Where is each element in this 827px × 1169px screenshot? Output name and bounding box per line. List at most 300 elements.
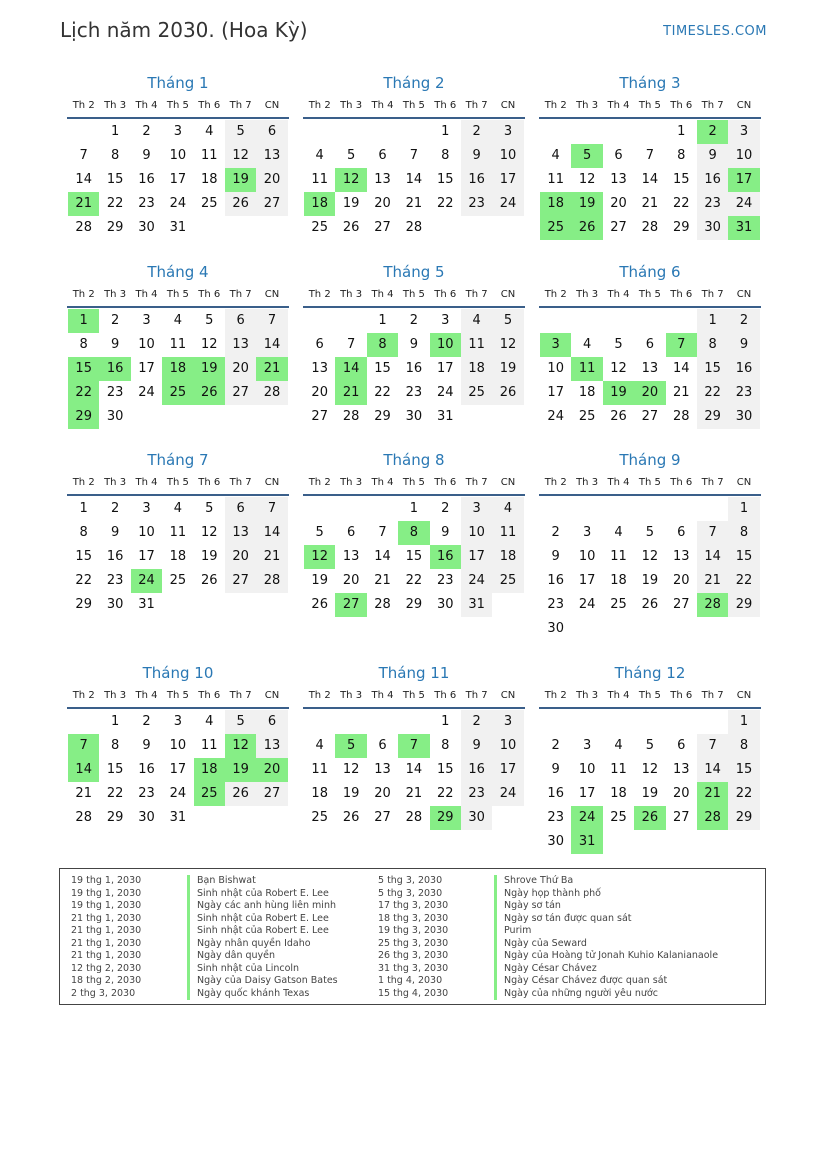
day-cell[interactable]: 26 — [311, 597, 328, 612]
day-cell[interactable]: 3 — [461, 497, 492, 521]
day-cell[interactable]: 13 — [610, 172, 627, 187]
day-cell[interactable]: 12 — [641, 549, 659, 564]
holiday-day-cell[interactable]: 19 — [603, 381, 634, 405]
day-cell[interactable]: 1 — [441, 124, 450, 139]
day-cell[interactable]: 24 — [728, 192, 759, 216]
day-cell[interactable]: 17 — [169, 172, 187, 187]
day-cell[interactable]: 10 — [492, 734, 523, 758]
day-cell[interactable]: 4 — [551, 148, 560, 163]
day-cell[interactable]: 20 — [374, 786, 391, 801]
day-cell[interactable]: 11 — [610, 762, 627, 777]
day-cell[interactable]: 9 — [409, 337, 418, 352]
day-cell[interactable]: 21 — [405, 196, 423, 211]
holiday-day-cell[interactable]: 12 — [335, 168, 366, 192]
day-cell[interactable]: 22 — [374, 385, 391, 400]
day-cell[interactable]: 29 — [106, 220, 124, 235]
holiday-day-cell[interactable]: 2 — [697, 120, 728, 144]
day-cell[interactable]: 27 — [374, 810, 391, 825]
day-cell[interactable]: 18 — [492, 545, 523, 569]
day-cell[interactable]: 11 — [492, 521, 523, 545]
day-cell[interactable]: 14 — [697, 758, 728, 782]
day-cell[interactable]: 9 — [551, 549, 560, 564]
day-cell[interactable]: 2 — [110, 501, 120, 516]
day-cell[interactable]: 12 — [200, 337, 218, 352]
day-cell[interactable]: 22 — [697, 381, 728, 405]
day-cell[interactable]: 24 — [169, 786, 187, 801]
day-cell[interactable]: 3 — [173, 714, 182, 729]
day-cell[interactable]: 17 — [547, 385, 564, 400]
holiday-day-cell[interactable]: 1 — [68, 309, 99, 333]
day-cell[interactable]: 30 — [106, 409, 124, 424]
day-cell[interactable]: 15 — [728, 758, 759, 782]
day-cell[interactable]: 27 — [672, 810, 690, 825]
day-cell[interactable]: 29 — [728, 593, 759, 617]
holiday-day-cell[interactable]: 16 — [430, 545, 461, 569]
day-cell[interactable]: 19 — [200, 549, 218, 564]
day-cell[interactable]: 30 — [547, 834, 564, 849]
holiday-day-cell[interactable]: 21 — [697, 782, 728, 806]
day-cell[interactable]: 14 — [405, 762, 423, 777]
holiday-day-cell[interactable]: 10 — [430, 333, 461, 357]
day-cell[interactable]: 19 — [342, 196, 360, 211]
day-cell[interactable]: 1 — [728, 497, 759, 521]
day-cell[interactable]: 16 — [461, 168, 492, 192]
day-cell[interactable]: 21 — [697, 569, 728, 593]
day-cell[interactable]: 5 — [346, 148, 356, 163]
day-cell[interactable]: 27 — [256, 192, 287, 216]
day-cell[interactable]: 14 — [75, 172, 92, 187]
day-cell[interactable]: 25 — [578, 409, 596, 424]
holiday-day-cell[interactable]: 26 — [634, 806, 665, 830]
day-cell[interactable]: 13 — [672, 762, 690, 777]
day-cell[interactable]: 8 — [441, 148, 450, 163]
day-cell[interactable]: 12 — [225, 144, 256, 168]
day-cell[interactable]: 2 — [461, 710, 492, 734]
day-cell[interactable]: 31 — [436, 409, 454, 424]
day-cell[interactable]: 25 — [461, 381, 492, 405]
day-cell[interactable]: 24 — [436, 385, 454, 400]
day-cell[interactable]: 4 — [173, 313, 182, 328]
day-cell[interactable]: 10 — [169, 148, 187, 163]
day-cell[interactable]: 4 — [205, 714, 214, 729]
day-cell[interactable]: 8 — [441, 738, 450, 753]
day-cell[interactable]: 11 — [200, 148, 218, 163]
day-cell[interactable]: 9 — [110, 337, 120, 352]
holiday-day-cell[interactable]: 22 — [68, 381, 99, 405]
day-cell[interactable]: 10 — [138, 337, 155, 352]
day-cell[interactable]: 5 — [614, 337, 623, 352]
holiday-day-cell[interactable]: 25 — [162, 381, 193, 405]
day-cell[interactable]: 1 — [677, 124, 686, 139]
day-cell[interactable]: 11 — [169, 337, 187, 352]
day-cell[interactable]: 26 — [610, 409, 627, 424]
day-cell[interactable]: 19 — [641, 786, 659, 801]
day-cell[interactable]: 2 — [142, 714, 151, 729]
day-cell[interactable]: 4 — [614, 525, 623, 540]
day-cell[interactable]: 2 — [110, 313, 120, 328]
day-cell[interactable]: 25 — [169, 573, 187, 588]
day-cell[interactable]: 25 — [200, 196, 218, 211]
day-cell[interactable]: 13 — [256, 144, 287, 168]
day-cell[interactable]: 17 — [138, 549, 155, 564]
day-cell[interactable]: 29 — [75, 597, 92, 612]
day-cell[interactable]: 30 — [728, 405, 759, 429]
day-cell[interactable]: 11 — [311, 172, 328, 187]
day-cell[interactable]: 21 — [641, 196, 659, 211]
day-cell[interactable]: 25 — [610, 810, 627, 825]
day-cell[interactable]: 20 — [672, 786, 690, 801]
day-cell[interactable]: 23 — [138, 196, 155, 211]
holiday-day-cell[interactable]: 18 — [540, 192, 571, 216]
day-cell[interactable]: 5 — [645, 738, 654, 753]
day-cell[interactable]: 3 — [492, 120, 523, 144]
day-cell[interactable]: 25 — [311, 220, 328, 235]
day-cell[interactable]: 16 — [106, 549, 124, 564]
day-cell[interactable]: 5 — [225, 710, 256, 734]
day-cell[interactable]: 11 — [200, 738, 218, 753]
day-cell[interactable]: 21 — [374, 573, 391, 588]
day-cell[interactable]: 22 — [728, 782, 759, 806]
day-cell[interactable]: 2 — [551, 525, 560, 540]
site-link[interactable]: TIMESLES.COM — [663, 24, 767, 39]
day-cell[interactable]: 7 — [378, 525, 387, 540]
day-cell[interactable]: 15 — [728, 545, 759, 569]
day-cell[interactable]: 13 — [342, 549, 360, 564]
day-cell[interactable]: 22 — [75, 573, 92, 588]
holiday-day-cell[interactable]: 26 — [571, 216, 602, 240]
day-cell[interactable]: 23 — [461, 192, 492, 216]
day-cell[interactable]: 30 — [138, 220, 155, 235]
day-cell[interactable]: 23 — [547, 810, 564, 825]
day-cell[interactable]: 12 — [492, 333, 523, 357]
holiday-day-cell[interactable]: 19 — [225, 758, 256, 782]
day-cell[interactable]: 12 — [578, 172, 596, 187]
holiday-day-cell[interactable]: 12 — [304, 545, 335, 569]
holiday-day-cell[interactable]: 14 — [335, 357, 366, 381]
day-cell[interactable]: 27 — [311, 409, 328, 424]
day-cell[interactable]: 28 — [374, 597, 391, 612]
day-cell[interactable]: 16 — [728, 357, 759, 381]
day-cell[interactable]: 24 — [547, 409, 564, 424]
day-cell[interactable]: 17 — [436, 361, 454, 376]
day-cell[interactable]: 10 — [578, 549, 596, 564]
day-cell[interactable]: 28 — [75, 810, 92, 825]
day-cell[interactable]: 9 — [142, 148, 151, 163]
holiday-day-cell[interactable]: 31 — [728, 216, 759, 240]
day-cell[interactable]: 10 — [547, 361, 564, 376]
day-cell[interactable]: 12 — [342, 762, 360, 777]
day-cell[interactable]: 14 — [697, 545, 728, 569]
day-cell[interactable]: 4 — [315, 148, 324, 163]
day-cell[interactable]: 28 — [256, 569, 287, 593]
day-cell[interactable]: 14 — [374, 549, 391, 564]
day-cell[interactable]: 23 — [106, 573, 124, 588]
day-cell[interactable]: 6 — [256, 120, 287, 144]
day-cell[interactable]: 30 — [547, 621, 564, 636]
holiday-day-cell[interactable]: 24 — [131, 569, 162, 593]
day-cell[interactable]: 4 — [461, 309, 492, 333]
day-cell[interactable]: 26 — [342, 220, 360, 235]
holiday-day-cell[interactable]: 7 — [666, 333, 697, 357]
day-cell[interactable]: 7 — [346, 337, 356, 352]
day-cell[interactable]: 9 — [728, 333, 759, 357]
day-cell[interactable]: 18 — [169, 549, 187, 564]
day-cell[interactable]: 13 — [672, 549, 690, 564]
day-cell[interactable]: 1 — [441, 714, 450, 729]
day-cell[interactable]: 8 — [79, 337, 88, 352]
day-cell[interactable]: 6 — [315, 337, 324, 352]
day-cell[interactable]: 29 — [728, 806, 759, 830]
day-cell[interactable]: 26 — [342, 810, 360, 825]
day-cell[interactable]: 5 — [645, 525, 654, 540]
day-cell[interactable]: 27 — [374, 220, 391, 235]
day-cell[interactable]: 5 — [315, 525, 324, 540]
day-cell[interactable]: 30 — [697, 216, 728, 240]
holiday-day-cell[interactable]: 25 — [540, 216, 571, 240]
day-cell[interactable]: 7 — [409, 148, 418, 163]
holiday-day-cell[interactable]: 20 — [256, 758, 287, 782]
day-cell[interactable]: 24 — [138, 385, 155, 400]
day-cell[interactable]: 15 — [436, 172, 454, 187]
day-cell[interactable]: 4 — [492, 497, 523, 521]
day-cell[interactable]: 14 — [672, 361, 690, 376]
day-cell[interactable]: 6 — [256, 710, 287, 734]
day-cell[interactable]: 28 — [641, 220, 659, 235]
day-cell[interactable]: 6 — [378, 738, 387, 753]
holiday-day-cell[interactable]: 19 — [571, 192, 602, 216]
day-cell[interactable]: 10 — [461, 521, 492, 545]
day-cell[interactable]: 13 — [311, 361, 328, 376]
day-cell[interactable]: 16 — [138, 172, 155, 187]
holiday-day-cell[interactable]: 11 — [571, 357, 602, 381]
day-cell[interactable]: 20 — [374, 196, 391, 211]
day-cell[interactable]: 27 — [256, 782, 287, 806]
day-cell[interactable]: 16 — [405, 361, 423, 376]
day-cell[interactable]: 15 — [75, 549, 92, 564]
day-cell[interactable]: 6 — [225, 309, 256, 333]
day-cell[interactable]: 31 — [461, 593, 492, 617]
holiday-day-cell[interactable]: 8 — [367, 333, 398, 357]
day-cell[interactable]: 7 — [256, 309, 287, 333]
day-cell[interactable]: 22 — [106, 196, 124, 211]
day-cell[interactable]: 29 — [374, 409, 391, 424]
day-cell[interactable]: 5 — [225, 120, 256, 144]
holiday-day-cell[interactable]: 17 — [728, 168, 759, 192]
holiday-day-cell[interactable]: 3 — [540, 333, 571, 357]
day-cell[interactable]: 13 — [256, 734, 287, 758]
day-cell[interactable]: 5 — [492, 309, 523, 333]
day-cell[interactable]: 7 — [256, 497, 287, 521]
day-cell[interactable]: 17 — [492, 168, 523, 192]
day-cell[interactable]: 8 — [728, 734, 759, 758]
day-cell[interactable]: 29 — [405, 597, 423, 612]
day-cell[interactable]: 19 — [641, 573, 659, 588]
holiday-day-cell[interactable]: 20 — [634, 381, 665, 405]
day-cell[interactable]: 1 — [110, 124, 120, 139]
day-cell[interactable]: 28 — [75, 220, 92, 235]
day-cell[interactable]: 1 — [697, 309, 728, 333]
day-cell[interactable]: 12 — [641, 762, 659, 777]
holiday-day-cell[interactable]: 25 — [194, 782, 225, 806]
day-cell[interactable]: 20 — [610, 196, 627, 211]
day-cell[interactable]: 9 — [697, 144, 728, 168]
holiday-day-cell[interactable]: 5 — [571, 144, 602, 168]
day-cell[interactable]: 2 — [142, 124, 151, 139]
holiday-day-cell[interactable]: 15 — [68, 357, 99, 381]
day-cell[interactable]: 4 — [315, 738, 324, 753]
holiday-day-cell[interactable]: 21 — [68, 192, 99, 216]
holiday-day-cell[interactable]: 18 — [194, 758, 225, 782]
day-cell[interactable]: 24 — [492, 782, 523, 806]
day-cell[interactable]: 15 — [106, 762, 124, 777]
day-cell[interactable]: 28 — [405, 810, 423, 825]
day-cell[interactable]: 28 — [256, 381, 287, 405]
day-cell[interactable]: 15 — [106, 172, 124, 187]
day-cell[interactable]: 6 — [677, 738, 686, 753]
day-cell[interactable]: 26 — [641, 597, 659, 612]
day-cell[interactable]: 31 — [169, 220, 187, 235]
day-cell[interactable]: 17 — [578, 786, 596, 801]
holiday-day-cell[interactable]: 26 — [194, 381, 225, 405]
day-cell[interactable]: 12 — [610, 361, 627, 376]
day-cell[interactable]: 17 — [169, 762, 187, 777]
day-cell[interactable]: 27 — [672, 597, 690, 612]
day-cell[interactable]: 18 — [610, 786, 627, 801]
day-cell[interactable]: 3 — [173, 124, 182, 139]
day-cell[interactable]: 21 — [672, 385, 690, 400]
day-cell[interactable]: 9 — [441, 525, 450, 540]
day-cell[interactable]: 3 — [441, 313, 450, 328]
day-cell[interactable]: 13 — [374, 172, 391, 187]
day-cell[interactable]: 11 — [610, 549, 627, 564]
day-cell[interactable]: 25 — [311, 810, 328, 825]
day-cell[interactable]: 23 — [547, 597, 564, 612]
day-cell[interactable]: 28 — [405, 220, 423, 235]
day-cell[interactable]: 23 — [138, 786, 155, 801]
day-cell[interactable]: 24 — [169, 196, 187, 211]
day-cell[interactable]: 3 — [582, 525, 592, 540]
day-cell[interactable]: 30 — [405, 409, 423, 424]
holiday-day-cell[interactable]: 28 — [697, 593, 728, 617]
day-cell[interactable]: 18 — [578, 385, 596, 400]
day-cell[interactable]: 11 — [169, 525, 187, 540]
day-cell[interactable]: 8 — [697, 333, 728, 357]
day-cell[interactable]: 6 — [614, 148, 623, 163]
day-cell[interactable]: 17 — [492, 758, 523, 782]
holiday-day-cell[interactable]: 5 — [335, 734, 366, 758]
day-cell[interactable]: 10 — [492, 144, 523, 168]
holiday-day-cell[interactable]: 19 — [194, 357, 225, 381]
day-cell[interactable]: 31 — [138, 597, 155, 612]
day-cell[interactable]: 1 — [79, 501, 88, 516]
day-cell[interactable]: 21 — [405, 786, 423, 801]
day-cell[interactable]: 23 — [436, 573, 454, 588]
holiday-day-cell[interactable]: 21 — [256, 357, 287, 381]
day-cell[interactable]: 3 — [142, 313, 151, 328]
day-cell[interactable]: 22 — [106, 786, 124, 801]
day-cell[interactable]: 14 — [405, 172, 423, 187]
day-cell[interactable]: 30 — [138, 810, 155, 825]
day-cell[interactable]: 14 — [256, 333, 287, 357]
day-cell[interactable]: 9 — [110, 525, 120, 540]
day-cell[interactable]: 23 — [461, 782, 492, 806]
day-cell[interactable]: 4 — [173, 501, 182, 516]
day-cell[interactable]: 22 — [672, 196, 690, 211]
day-cell[interactable]: 5 — [205, 501, 214, 516]
day-cell[interactable]: 16 — [461, 758, 492, 782]
day-cell[interactable]: 8 — [79, 525, 88, 540]
day-cell[interactable]: 28 — [342, 409, 360, 424]
day-cell[interactable]: 15 — [697, 357, 728, 381]
day-cell[interactable]: 13 — [225, 333, 256, 357]
day-cell[interactable]: 1 — [378, 313, 387, 328]
day-cell[interactable]: 9 — [461, 144, 492, 168]
day-cell[interactable]: 1 — [409, 501, 418, 516]
day-cell[interactable]: 30 — [106, 597, 124, 612]
day-cell[interactable]: 10 — [728, 144, 759, 168]
day-cell[interactable]: 22 — [405, 573, 423, 588]
day-cell[interactable]: 6 — [378, 148, 387, 163]
day-cell[interactable]: 29 — [106, 810, 124, 825]
day-cell[interactable]: 6 — [346, 525, 356, 540]
day-cell[interactable]: 11 — [311, 762, 328, 777]
day-cell[interactable]: 12 — [200, 525, 218, 540]
day-cell[interactable]: 25 — [610, 597, 627, 612]
day-cell[interactable]: 22 — [436, 786, 454, 801]
day-cell[interactable]: 18 — [200, 172, 218, 187]
day-cell[interactable]: 24 — [492, 192, 523, 216]
day-cell[interactable]: 27 — [610, 220, 627, 235]
day-cell[interactable]: 3 — [492, 710, 523, 734]
day-cell[interactable]: 25 — [492, 569, 523, 593]
day-cell[interactable]: 7 — [697, 521, 728, 545]
day-cell[interactable]: 26 — [225, 782, 256, 806]
day-cell[interactable]: 2 — [409, 313, 418, 328]
day-cell[interactable]: 9 — [461, 734, 492, 758]
day-cell[interactable]: 22 — [728, 569, 759, 593]
day-cell[interactable]: 15 — [405, 549, 423, 564]
day-cell[interactable]: 6 — [225, 497, 256, 521]
holiday-day-cell[interactable]: 18 — [162, 357, 193, 381]
day-cell[interactable]: 8 — [110, 148, 120, 163]
day-cell[interactable]: 24 — [578, 597, 596, 612]
day-cell[interactable]: 18 — [461, 357, 492, 381]
day-cell[interactable]: 29 — [672, 220, 690, 235]
holiday-day-cell[interactable]: 8 — [398, 521, 429, 545]
holiday-day-cell[interactable]: 7 — [398, 734, 429, 758]
day-cell[interactable]: 1 — [110, 714, 120, 729]
day-cell[interactable]: 29 — [697, 405, 728, 429]
day-cell[interactable]: 13 — [374, 762, 391, 777]
day-cell[interactable]: 2 — [551, 738, 560, 753]
day-cell[interactable]: 23 — [106, 385, 124, 400]
holiday-day-cell[interactable]: 18 — [304, 192, 335, 216]
day-cell[interactable]: 4 — [582, 337, 592, 352]
day-cell[interactable]: 16 — [547, 573, 564, 588]
holiday-day-cell[interactable]: 27 — [335, 593, 366, 617]
day-cell[interactable]: 17 — [138, 361, 155, 376]
holiday-day-cell[interactable]: 14 — [68, 758, 99, 782]
holiday-day-cell[interactable]: 29 — [68, 405, 99, 429]
day-cell[interactable]: 16 — [547, 786, 564, 801]
day-cell[interactable]: 15 — [436, 762, 454, 777]
day-cell[interactable]: 8 — [677, 148, 686, 163]
day-cell[interactable]: 8 — [728, 521, 759, 545]
day-cell[interactable]: 27 — [225, 569, 256, 593]
day-cell[interactable]: 23 — [405, 385, 423, 400]
holiday-day-cell[interactable]: 28 — [697, 806, 728, 830]
holiday-day-cell[interactable]: 31 — [571, 830, 602, 854]
